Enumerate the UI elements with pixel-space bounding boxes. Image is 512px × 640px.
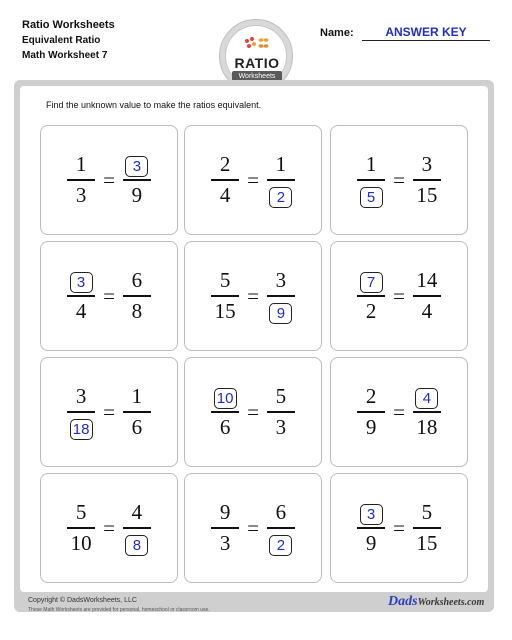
numerator: 2 [365, 384, 377, 409]
fraction-bar [267, 179, 295, 181]
numerator: 6 [275, 500, 287, 525]
numerator [214, 384, 237, 409]
worksheet-subtitle: Equivalent Ratio [22, 35, 101, 46]
fraction-bar [211, 295, 239, 297]
equals-sign: = [103, 167, 115, 192]
denominator: 15 [416, 182, 438, 207]
right-ratio [410, 500, 444, 556]
denominator: 15 [416, 530, 438, 555]
problem-cell [40, 357, 178, 467]
ratio-equation [41, 126, 177, 234]
left-ratio [64, 152, 98, 208]
denominator: 4 [219, 182, 231, 207]
fraction-bar [67, 411, 95, 413]
denominator [269, 299, 292, 324]
equals-sign: = [393, 399, 405, 424]
numerator: 6 [131, 268, 143, 293]
answer-box: 8 [125, 535, 148, 556]
problem-cell [184, 241, 322, 351]
problem-cell [330, 473, 468, 583]
name-value: ANSWER KEY [362, 24, 490, 41]
denominator: 10 [70, 530, 92, 555]
denominator [70, 415, 93, 440]
ratio-equation [185, 126, 321, 234]
left-ratio [64, 500, 98, 556]
fraction-bar [123, 527, 151, 529]
answer-box: 2 [269, 187, 292, 208]
fraction-bar [211, 527, 239, 529]
ratio-equation [185, 358, 321, 466]
right-ratio [410, 384, 444, 440]
copyright: Copyright © DadsWorksheets, LLC [28, 597, 137, 604]
worksheet-header [22, 18, 115, 63]
denominator: 4 [421, 298, 433, 323]
denominator: 15 [214, 298, 236, 323]
numerator: 3 [275, 268, 287, 293]
fraction-bar [67, 295, 95, 297]
left-ratio [208, 152, 242, 208]
right-ratio [264, 268, 298, 324]
equals-sign: = [247, 283, 259, 308]
denominator: 3 [219, 530, 231, 555]
answer-box: 7 [360, 272, 383, 293]
fraction-bar [211, 411, 239, 413]
fraction-bar [357, 527, 385, 529]
worksheet-number: Math Worksheet 7 [22, 50, 108, 61]
left-ratio [354, 268, 388, 324]
fraction-bar [267, 411, 295, 413]
ratio-equation [41, 358, 177, 466]
numerator [125, 152, 148, 177]
answer-box: 18 [70, 419, 93, 440]
fraction-bar [357, 295, 385, 297]
usage-note: These Math Worksheets are provided for personal, homeschool or classroom use. [28, 607, 210, 613]
numerator [360, 268, 383, 293]
left-ratio [64, 268, 98, 324]
right-ratio [410, 268, 444, 324]
ratio-equation [331, 126, 467, 234]
right-ratio [120, 152, 154, 208]
numerator: 3 [75, 384, 87, 409]
denominator: 9 [131, 182, 143, 207]
left-ratio [208, 268, 242, 324]
logo-word: RATIO [234, 55, 280, 71]
denominator [360, 183, 383, 208]
problem-cell [330, 357, 468, 467]
left-ratio [208, 500, 242, 556]
brand-logo [388, 594, 484, 610]
ratio-equation [41, 242, 177, 350]
answer-box: 4 [415, 388, 438, 409]
worksheet-title: Ratio Worksheets [22, 19, 115, 31]
numerator: 5 [75, 500, 87, 525]
numerator: 5 [421, 500, 433, 525]
numerator: 14 [416, 268, 438, 293]
ratio-equation [41, 474, 177, 582]
name-label: Name: [320, 27, 354, 39]
ratio-equation [331, 474, 467, 582]
answer-box: 3 [360, 504, 383, 525]
fraction-bar [123, 295, 151, 297]
numerator: 1 [275, 152, 287, 177]
fraction-bar [413, 295, 441, 297]
right-ratio [120, 500, 154, 556]
left-ratio [354, 384, 388, 440]
brand-main: Dads [388, 594, 418, 609]
problem-cell [40, 473, 178, 583]
denominator [269, 183, 292, 208]
instructions: Find the unknown value to make the ratios equivalent. [46, 100, 262, 110]
answer-box: 3 [70, 272, 93, 293]
numerator: 3 [421, 152, 433, 177]
problem-cell [330, 241, 468, 351]
name-field [320, 24, 492, 44]
right-ratio [264, 384, 298, 440]
denominator: 3 [275, 414, 287, 439]
denominator: 4 [75, 298, 87, 323]
equals-sign: = [103, 515, 115, 540]
numerator: 1 [365, 152, 377, 177]
fraction-bar [357, 411, 385, 413]
equals-sign: = [393, 283, 405, 308]
numerator: 9 [219, 500, 231, 525]
fraction-bar [67, 527, 95, 529]
problem-cell [184, 357, 322, 467]
answer-box: 3 [125, 156, 148, 177]
problem-cell [40, 125, 178, 235]
fraction-bar [211, 179, 239, 181]
equals-sign: = [247, 399, 259, 424]
fraction-bar [413, 527, 441, 529]
ratio-equation [185, 474, 321, 582]
answer-box: 5 [360, 187, 383, 208]
denominator [269, 531, 292, 556]
numerator: 1 [75, 152, 87, 177]
brand-rest: Worksheets.com [417, 597, 485, 608]
denominator: 3 [75, 182, 87, 207]
right-ratio [120, 384, 154, 440]
fraction-bar [267, 527, 295, 529]
denominator: 9 [365, 530, 377, 555]
left-ratio [354, 152, 388, 208]
problem-cell [330, 125, 468, 235]
dots-icon [244, 36, 270, 54]
fraction-bar [357, 179, 385, 181]
ratio-equation [331, 358, 467, 466]
fraction-bar [67, 179, 95, 181]
equals-sign: = [247, 167, 259, 192]
equals-sign: = [393, 515, 405, 540]
answer-box: 2 [269, 535, 292, 556]
right-ratio [410, 152, 444, 208]
problem-cell [184, 125, 322, 235]
denominator: 6 [131, 414, 143, 439]
numerator [415, 384, 438, 409]
fraction-bar [123, 411, 151, 413]
equals-sign: = [103, 283, 115, 308]
fraction-bar [123, 179, 151, 181]
footer [28, 596, 210, 614]
fraction-bar [413, 179, 441, 181]
equals-sign: = [247, 515, 259, 540]
right-ratio [120, 268, 154, 324]
ratio-equation [331, 242, 467, 350]
denominator [125, 531, 148, 556]
ratio-equation [185, 242, 321, 350]
denominator: 9 [365, 414, 377, 439]
answer-box: 10 [214, 388, 237, 409]
problem-cell [184, 473, 322, 583]
answer-box: 9 [269, 303, 292, 324]
left-ratio [208, 384, 242, 440]
numerator [70, 268, 93, 293]
equals-sign: = [393, 167, 405, 192]
numerator: 5 [219, 268, 231, 293]
denominator: 6 [219, 414, 231, 439]
left-ratio [64, 384, 98, 440]
fraction-bar [413, 411, 441, 413]
fraction-bar [267, 295, 295, 297]
numerator: 1 [131, 384, 143, 409]
left-ratio [354, 500, 388, 556]
numerator [360, 500, 383, 525]
logo-subtitle: Worksheets [232, 71, 282, 82]
denominator: 18 [416, 414, 438, 439]
denominator: 2 [365, 298, 377, 323]
numerator: 4 [131, 500, 143, 525]
denominator: 8 [131, 298, 143, 323]
numerator: 5 [275, 384, 287, 409]
right-ratio [264, 152, 298, 208]
equals-sign: = [103, 399, 115, 424]
right-ratio [264, 500, 298, 556]
problem-cell [40, 241, 178, 351]
numerator: 2 [219, 152, 231, 177]
